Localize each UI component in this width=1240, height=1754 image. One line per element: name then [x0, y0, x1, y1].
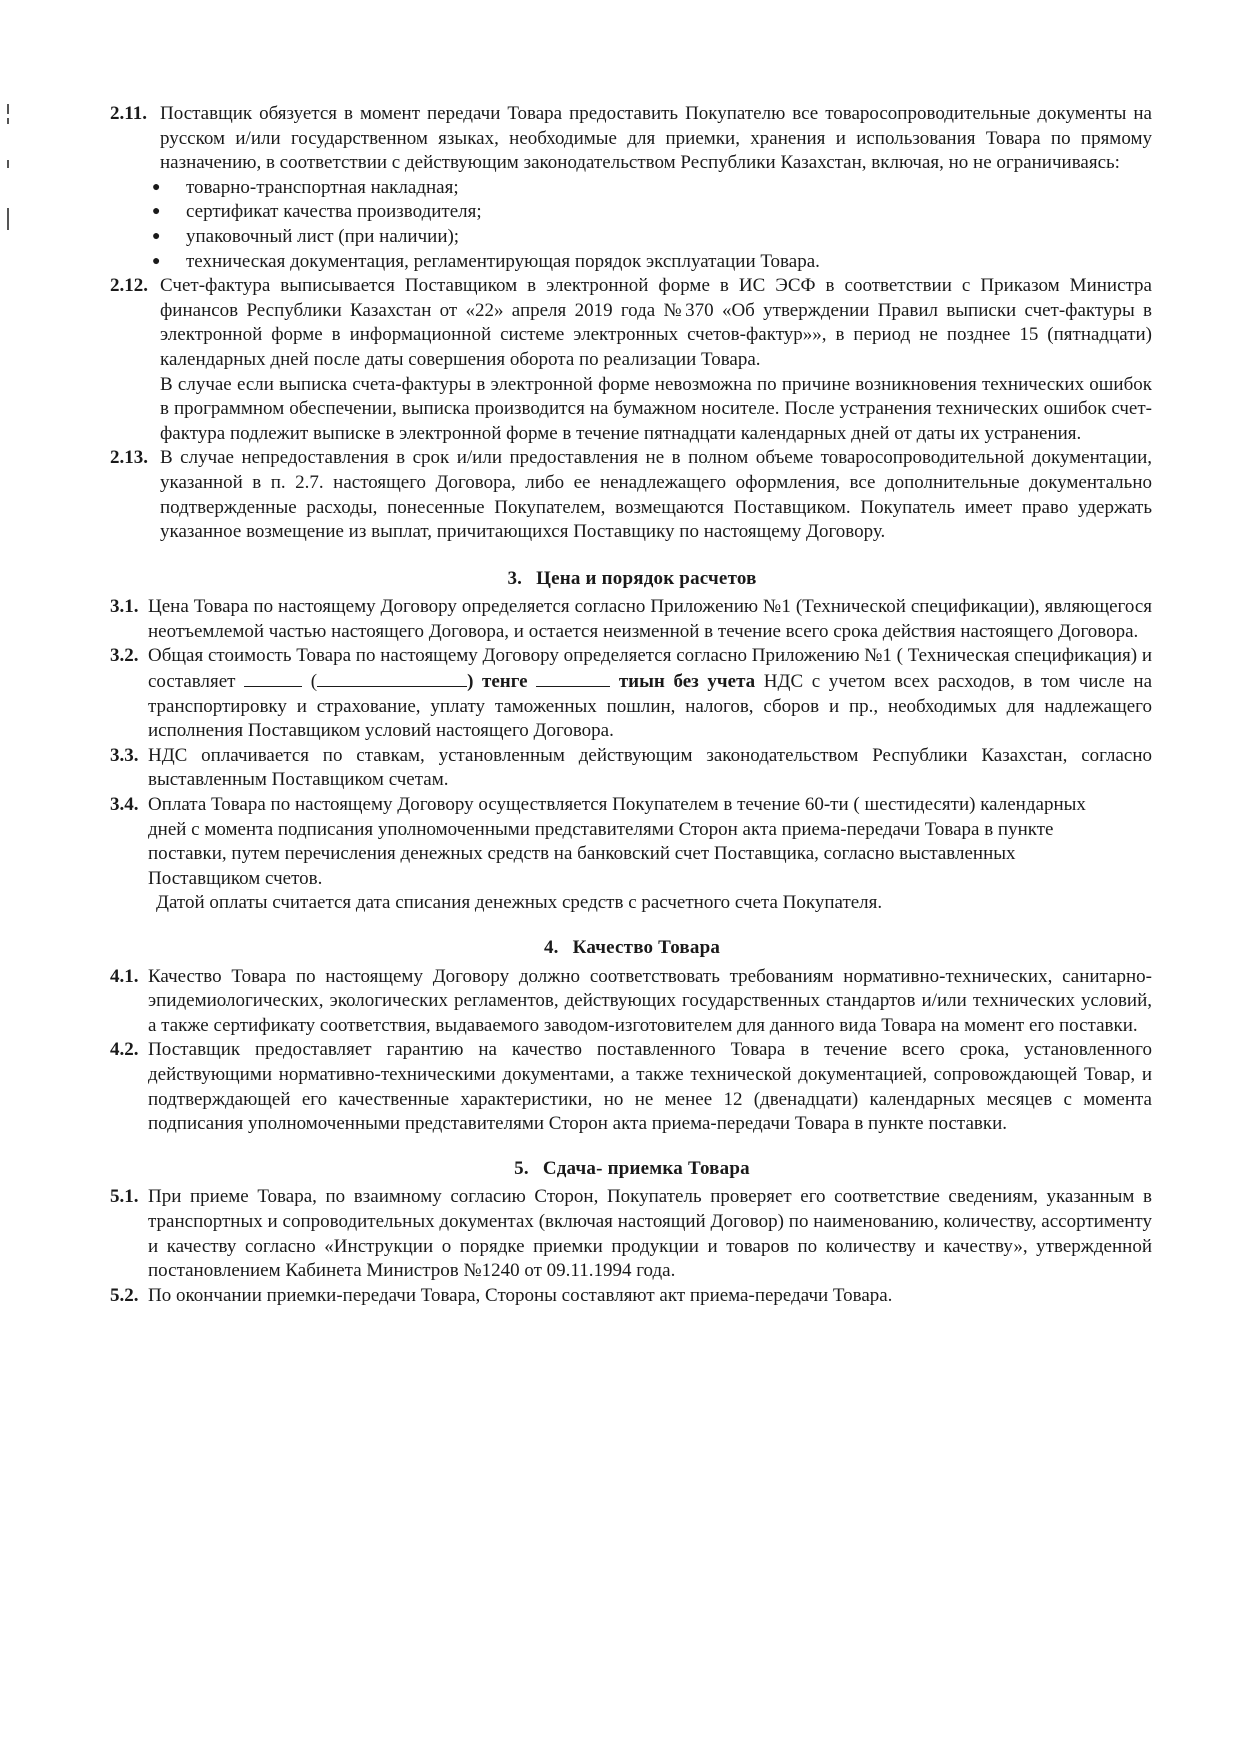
scan-mark [7, 208, 9, 230]
clause-number: 3.4. [110, 794, 139, 816]
clause-3-4 [112, 793, 1152, 916]
clause-number: 5.1. [110, 1186, 139, 1208]
clause-text: При приеме Товара, по взаимному согласию Сторон, Покупатель проверяет его соответствие сведениям, указанным в транспортных и сопроводительных документах (включая настоящий Договор) по наименованию, количеству, ассортименту и качеству согласно «Инструкции о порядке приемки продукции и товаров по количеству и качеству», утвержденной постановлением Кабинета Министров №1240 от 09.11.1994 года. [148, 1186, 1152, 1282]
clause-text: Поставщик обязуется в момент передачи Товара предоставить Покупателю все товаросопроводительные документы на русском и/или государственном языках, необходимые для приемки, хранения и использования Товара по прямому назначению, в соответствии с действующим законодательством Республики Казахстан, включая, но не ограничиваясь: [160, 103, 1152, 174]
list-item-text: техническая документация, регламентирующая порядок эксплуатации Товара. [186, 250, 820, 272]
section-title: Цена и порядок расчетов [536, 567, 757, 589]
amount-words-blank [317, 669, 467, 687]
clause-3-3 [112, 744, 1152, 793]
clause-5-1 [112, 1185, 1152, 1283]
clause-4-2 [112, 1038, 1152, 1136]
list-item [112, 225, 1152, 250]
clause-3-1 [112, 595, 1152, 644]
section-heading [112, 567, 1152, 592]
section-number: 5. [514, 1157, 529, 1179]
clause-2-11 [112, 102, 1152, 176]
clause-text: По окончании приемки-передачи Товара, Стороны составляют акт приема-передачи Товара. [148, 1284, 893, 1306]
clause-text: Цена Товара по настоящему Договору определяется согласно Приложению №1 (Технической спецификации), являющегося неотъемлемой частью настоящего Договора, и остается неизменной в течение всего срока действия настоящего Договора. [148, 596, 1152, 642]
clause-text: Счет-фактура выписывается Поставщиком в электронной форме в ИС ЭСФ в соответствии с Приказом Министра финансов Республики Казахстан от «22» апреля 2019 года №370 «Об утверждении Правил выписки счет-фактуры в электронной форме в информационной системе электронных счетов-фактур»», в период не позднее 15 (пятнадцати) календарных дней после даты совершения оборота по реализации Товара. [160, 275, 1152, 370]
section-number: 3. [507, 567, 523, 589]
clause-5-2 [112, 1284, 1152, 1309]
scan-mark [7, 160, 9, 168]
section-title: Сдача- приемка Товара [542, 1157, 750, 1179]
bullet-list [112, 176, 1152, 274]
list-item [112, 250, 1152, 275]
clause-text: В случае непредоставления в срок и/или предоставления не в полном объеме товаросопроводительной документации, указанной в п. 2.7. настоящего Договора, либо ее ненадлежащего оформления, все дополнительные документально подтвержденные расходы, понесенные Покупателем, возмещаются Поставщиком. Покупатель имеет право удержать указанное возмещение из выплат, причитающихся Поставщику по настоящему Договору. [160, 447, 1152, 543]
price-text: Общая стоимость Товара по настоящему Договору определяется согласно Приложению №1 ( Техническая спецификация) и составляет [148, 645, 1152, 693]
clause-2-13 [112, 446, 1152, 544]
tiyn-label: тиын без учета [618, 671, 756, 693]
section-title: Качество Товара [572, 937, 721, 958]
clause-number: 3.1. [110, 596, 139, 618]
bullet-icon: ● [152, 228, 161, 244]
list-item-text: сертификат качества производителя; [186, 201, 482, 223]
price-text-continued: НДС с учетом всех расходов, в том числе на транспортировку и страхование, уплату таможенных пошлин, налогов, сборов и пр., необходимых для надлежащего исполнения Поставщиком условий настоящего Договора. [148, 671, 1153, 742]
list-item-text: упаковочный лист (при наличии); [186, 225, 460, 247]
document-body [112, 102, 1152, 1308]
clause-number: 5.2. [110, 1284, 139, 1306]
paren-open: ( [310, 671, 318, 693]
clause-number: 4.1. [110, 965, 139, 987]
clause-number: 2.11. [110, 103, 147, 124]
clause-2-12 [112, 274, 1152, 446]
section-heading [112, 1157, 1152, 1182]
amount-blank [244, 669, 302, 687]
scan-mark [7, 104, 9, 114]
section-number: 4. [543, 937, 559, 958]
clause-text: Оплата Товара по настоящему Договору осуществляется Покупателем в течение 60-ти ( шестидесяти) календарных дней с момента подписания уполномоченными представителями Сторон акта приема-передачи Товара в пункте поставки, путем перечисления денежных средств на банковский счет Поставщика, согласно выставленных Поставщиком счетов. [148, 794, 1086, 889]
clause-text-continued: В случае если выписка счета-фактуры в электронной форме невозможна по причине возникновения технических ошибок в программном обеспечении, выписка производится на бумажном носителе. После устранения технических ошибок счет-фактура подлежит выписке в электронной форме в течение пятнадцати календарных дней от даты их устранения. [160, 373, 1152, 444]
clause-text: НДС оплачивается по ставкам, установленным действующим законодательством Республики Казахстан, согласно выставленным Поставщиком счетам. [148, 744, 1152, 791]
clause-number: 4.2. [110, 1039, 139, 1061]
scan-mark [7, 118, 9, 124]
list-item-text: товарно-транспортная накладная; [186, 176, 459, 198]
tenge-label: ) тенге [467, 671, 528, 693]
list-item [112, 200, 1152, 225]
clause-4-1 [112, 965, 1152, 1039]
clause-number: 3.3. [110, 744, 139, 766]
bullet-icon: ● [152, 179, 161, 195]
clause-number: 2.13. [110, 447, 148, 469]
clause-number: 2.12. [110, 275, 148, 297]
bullet-icon: ● [152, 253, 161, 269]
payment-date-note: Датой оплаты считается дата списания денежных средств с расчетного счета Покупателя. [156, 892, 883, 914]
clause-text: Качество Товара по настоящему Договору должно соответствовать требованиям нормативно-технических, санитарно-эпидемиологических, экологических регламентов, действующих государственных стандартов и/или технических условий, а также сертификату соответствия, выдаваемого заводом-изготовителем для данного вида Товара на момент его поставки. [148, 965, 1152, 1036]
section-heading [112, 936, 1152, 961]
list-item [112, 176, 1152, 201]
clause-text: Поставщик предоставляет гарантию на качество поставленного Товара в течение всего срока, установленного действующими нормативно-техническими документами, а также технической документацией, сопровождающей Товар, и подтверждающей его качественные характеристики, но не менее 12 (двенадцати) календарных месяцев с момента подписания уполномоченными представителями Сторон акта приема-передачи Товара в пункте поставки. [148, 1039, 1152, 1135]
clause-number: 3.2. [110, 645, 139, 667]
bullet-icon: ● [152, 204, 161, 220]
clause-text [148, 644, 1152, 743]
tiyn-blank [536, 669, 610, 687]
clause-3-2 [112, 644, 1152, 743]
